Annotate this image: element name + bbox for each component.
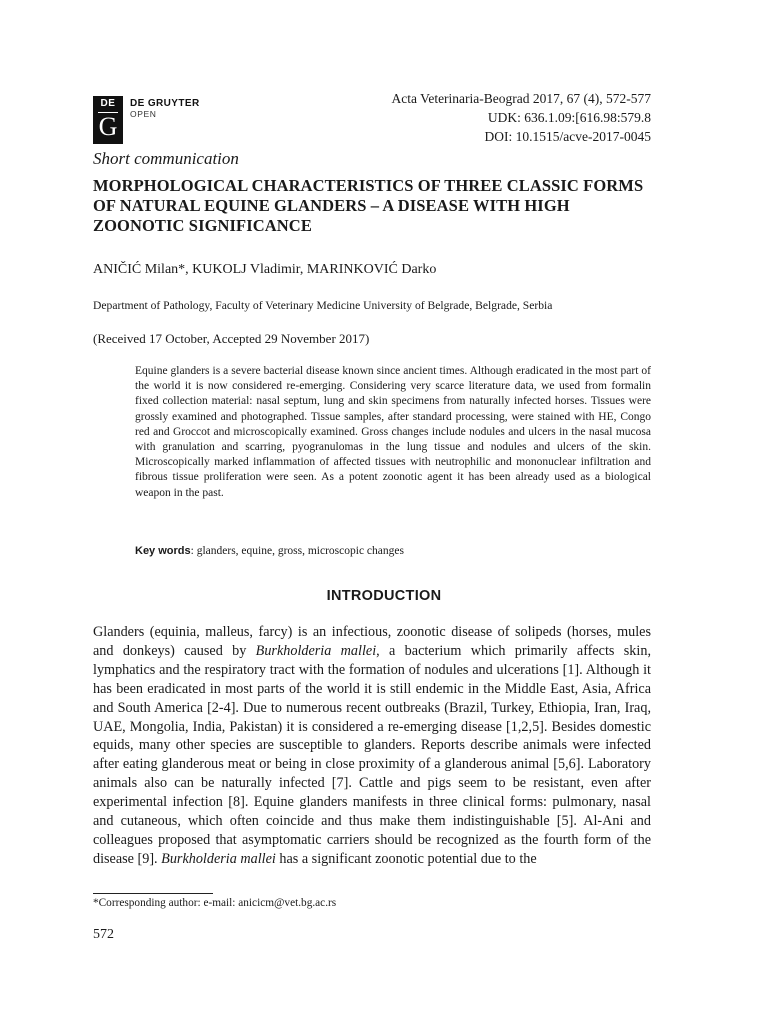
introduction-heading: INTRODUCTION (326, 588, 442, 604)
introduction-paragraph (93, 623, 651, 869)
abstract: Equine glanders is a severe bacterial disease known since ancient times. Although eradicated in the most part of the world it is now considered re-emerging. Considering very scarce literature data, we used from formalin fixed collection material: nasal septum, lung and skin specimens from naturally infected horses. Tissues were grossly examined and photographed. Tissue samples, after standard processing, were stained with HE, Congo red and Groccot and microscopically examined. Gross changes include nodules and ulcers in the nasal mucosa with granulation and scarring, pyogranulomas in the lung tissue and nodules and ulcers of the skin. Microscopically marked inflammation of affected tissues with neutrophilic and mononuclear infiltration and fibrous tissue proliferation were seen. As a potent zoonotic agent it has been already used as a biological weapon in the past. (135, 365, 651, 499)
keywords-label: Key words (135, 545, 191, 557)
affiliation: Department of Pathology, Faculty of Veterinary Medicine University of Belgrade, Belgrade, Serbia (93, 299, 553, 312)
intro-text-1: Glanders (equinia, malleus, farcy) is an infectious, zoonotic disease of solipeds (horses, mules and donkeys) caused by (93, 624, 651, 659)
corresponding-author-footnote: *Corresponding author: e-mail: anicicm@vet.bg.ac.rs (93, 897, 337, 909)
species-name-2: Burkholderia mallei (161, 850, 276, 867)
intro-text-2: , a bacterium which primarily affects skin, lymphatics and the respiratory tract with the formation of nodules and ulcerations [1]. Although it has been eradicated in most parts of the world it is still endemic in the Middle East, Asia, Africa and South America [2-4]. Due to numerous recent outbreaks (Brazil, Turkey, Ethiopia, Iran, Iraq, UAE, Mongolia, India, Pakistan) it is considered a re-emerging disease [1,2,5]. Besides domestic equids, many other species are susceptible to glanders. Reports describe animals were infected after eating glanderous meat or being in close proximity of a glanderous animal [5,6]. Laboratory animals also can be naturally infected [7]. Cattle and pigs seem to be resistant, even after experimental infection [8]. Equine glanders manifests in three clinical forms: pulmonary, nasal and cutaneous, which often coincide and thus make them indistinguishable [5]. Al-Ani and colleagues proposed that asymptomatic carriers should be recognized as the fourth form of the disease [9]. (93, 642, 651, 867)
logo-de-text: DE (100, 98, 116, 109)
keywords (135, 545, 404, 557)
udk-code: UDK: 636.1.09:[616.98:579.8 (487, 110, 651, 125)
publisher-name: DE GRUYTER (130, 98, 200, 109)
paper-title: MORPHOLOGICAL CHARACTERISTICS OF THREE CLASSIC FORMS OF NATURAL EQUINE GLANDERS – A DISEASE WITH HIGH ZOONOTIC SIGNIFICANCE (93, 176, 644, 235)
logo-g-letter: G (98, 112, 118, 141)
species-name-1: Burkholderia mallei (255, 642, 377, 659)
publisher-sub: OPEN (130, 109, 157, 119)
footnote-divider (93, 893, 213, 894)
article-type: Short communication (93, 149, 239, 168)
publisher-logo (93, 96, 123, 144)
intro-text-3: has a significant zoonotic potential due to the (275, 850, 537, 867)
authors: ANIČIĆ Milan*, KUKOLJ Vladimir, MARINKOVIĆ Darko (93, 262, 437, 277)
journal-citation: Acta Veterinaria-Beograd 2017, 67 (4), 572-577 (391, 91, 651, 106)
doi: DOI: 10.1515/acve-2017-0045 (484, 129, 651, 144)
page-number: 572 (93, 927, 114, 942)
keywords-text: : glanders, equine, gross, microscopic changes (190, 545, 404, 557)
received-dates: (Received 17 October, Accepted 29 November 2017) (93, 331, 370, 346)
